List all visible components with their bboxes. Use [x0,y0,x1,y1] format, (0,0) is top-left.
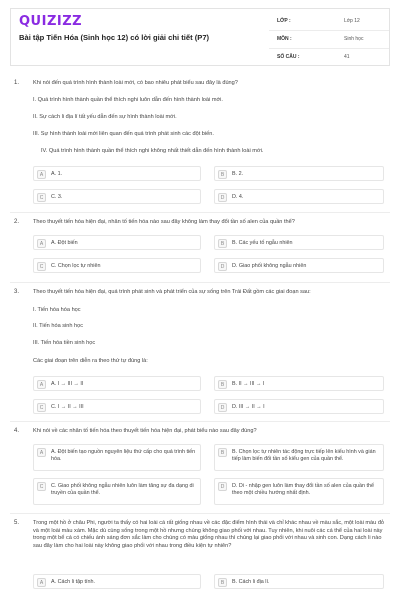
option-letter: B [218,170,227,179]
answer-option-b[interactable] [214,166,384,181]
meta-value: 41 [344,54,350,60]
option-text: C. Chọn lọc tự nhiên [51,263,101,269]
answer-option-d[interactable] [214,189,384,204]
question-text: Theo thuyết tiến hóa hiện đại, nhân tố tiến hóa nào sau đây không làm thay đổi tần số alen của quần thể? [33,219,295,225]
statement: III. Tiến hóa tiền sinh học [33,340,96,346]
option-letter: D [218,482,227,491]
option-text: D. III → II → I [232,404,265,410]
question-text: Theo thuyết tiến hóa hiện đại, quá trình phát sinh và phát triển của sự sống trên Trái Đất gồm các giai đoạn sau: [33,289,311,295]
option-text: B. Các yếu tố ngẫu nhiên [232,240,293,246]
option-text: B. Chọn lọc tự nhiên tác động trực tiếp lên kiểu hình và gián tiếp làm biến đổi tần số kiểu gen của quần thể. [232,449,376,462]
answer-option-c[interactable] [33,478,201,505]
meta-value: Sinh học [344,36,364,42]
option-text: D. 4. [232,194,244,200]
option-text: B. II → III → I [232,381,265,387]
question-text: Trong một hồ ở châu Phi, người ta thấy có hai loài cá rất giống nhau về các đặc điểm hình thái và chỉ khác nhau về màu sắc, một loài màu đỏ và một loài màu xám. Mặc dù cùng sống trong một hồ nhưng chúng không giao phối với nhau. Tuy nhiên, khi nuôi các cá thể của hai loài này trong một bể cá có chiếu ánh sáng đơn sắc làm cho chúng có màu giống nhau thì chúng lại giao phối với nhau và sinh con. Dạng cách li nào sau đây làm cho hai loài này không giao phối với nhau trong điều kiện tự nhiên? [33,520,385,549]
answer-option-b[interactable] [214,574,384,589]
answer-option-a[interactable] [33,444,201,471]
option-text: C. Giao phối không ngẫu nhiên luôn làm tăng sự đa dạng di truyền của quần thể. [51,483,194,496]
answer-option-a[interactable] [33,235,201,250]
answer-option-d[interactable] [214,258,384,273]
option-text: A. Cách li tập tính. [51,579,96,585]
answer-option-a[interactable] [33,376,201,391]
answer-option-d[interactable] [214,399,384,414]
option-text: B. 2. [232,171,244,177]
answer-option-c[interactable] [33,189,201,204]
option-text: A. 1. [51,171,63,177]
option-text: C. I → II → III [51,404,84,410]
statement: I. Quá trình hình thành quần thể thích nghi luôn dẫn đến hình thành loài mới. [33,97,223,103]
answer-option-a[interactable] [33,574,201,589]
question-number: 3. [14,289,20,295]
statement: II. Sự cách li địa lí tất yếu dẫn đến sự hình thành loài mới. [33,114,177,120]
option-letter: C [37,193,46,202]
worksheet-meta [269,13,389,66]
option-text: A. Đột biến tạo nguồn nguyên liệu thứ cấp cho quá trình tiến hóa. [51,449,196,462]
answer-option-b[interactable] [214,444,384,471]
answer-option-c[interactable] [33,399,201,414]
meta-row-count [269,49,389,66]
option-letter: A [37,448,46,457]
option-letter: A [37,170,46,179]
question-text: Khi nói đến quá trình hình thành loài mới, có bao nhiêu phát biểu sau đây là đúng? [33,80,238,86]
option-text: D. Giao phối không ngẫu nhiên [232,263,307,269]
divider [10,421,390,422]
option-letter: C [37,262,46,271]
answer-option-b[interactable] [214,235,384,250]
option-text: A. Đột biến [51,240,78,246]
option-letter: D [218,262,227,271]
answer-option-d[interactable] [214,478,384,505]
divider [10,513,390,514]
option-letter: A [37,578,46,587]
quizizz-logo: QUIZIZZ [19,14,83,29]
divider [10,212,390,213]
answer-option-a[interactable] [33,166,201,181]
statement: Các giai đoạn trên diễn ra theo thứ tự đúng là: [33,358,148,364]
option-letter: C [37,403,46,412]
meta-label: LỚP : [277,18,291,24]
option-letter: C [37,482,46,491]
question-number: 4. [14,428,20,434]
meta-label: MÔN : [277,36,292,42]
divider [10,282,390,283]
question-number: 5. [14,520,20,526]
statement: I. Tiến hóa hóa học [33,307,81,313]
statement: IV. Quá trình hình thành quần thể thích nghi không nhất thiết dẫn đến hình thành loài mới. [41,148,264,154]
statement: II. Tiến hóa sinh học [33,323,84,329]
option-letter: A [37,380,46,389]
worksheet-title: Bài tập Tiến Hóa (Sinh học 12) có lời giải chi tiết (P7) [19,33,210,42]
option-text: A. I → III → II [51,381,84,387]
answer-option-b[interactable] [214,376,384,391]
option-letter: D [218,403,227,412]
option-letter: D [218,193,227,202]
option-text: B. Cách li địa lí. [232,579,270,585]
meta-row-class [269,13,389,31]
worksheet-header [10,8,390,66]
option-letter: B [218,380,227,389]
meta-row-subject [269,31,389,49]
option-text: C. 3. [51,194,63,200]
question-number: 2. [14,219,20,225]
meta-label: SỐ CÂU : [277,54,300,60]
question-number: 1. [14,80,20,86]
answer-option-c[interactable] [33,258,201,273]
question-text: Khi nói về các nhân tố tiến hóa theo thuyết tiến hóa hiện đại, phát biểu nào sau đây đúng? [33,428,257,434]
option-letter: B [218,448,227,457]
statement: III. Sự hình thành loài mới liên quan đến quá trình phát sinh các đột biến. [33,131,214,137]
option-letter: B [218,578,227,587]
option-letter: A [37,239,46,248]
option-text: D. Di - nhập gen luôn làm thay đổi tần số alen của quần thể theo một chiều hướng nhất định. [232,483,375,496]
option-letter: B [218,239,227,248]
meta-value: Lớp 12 [344,18,360,24]
